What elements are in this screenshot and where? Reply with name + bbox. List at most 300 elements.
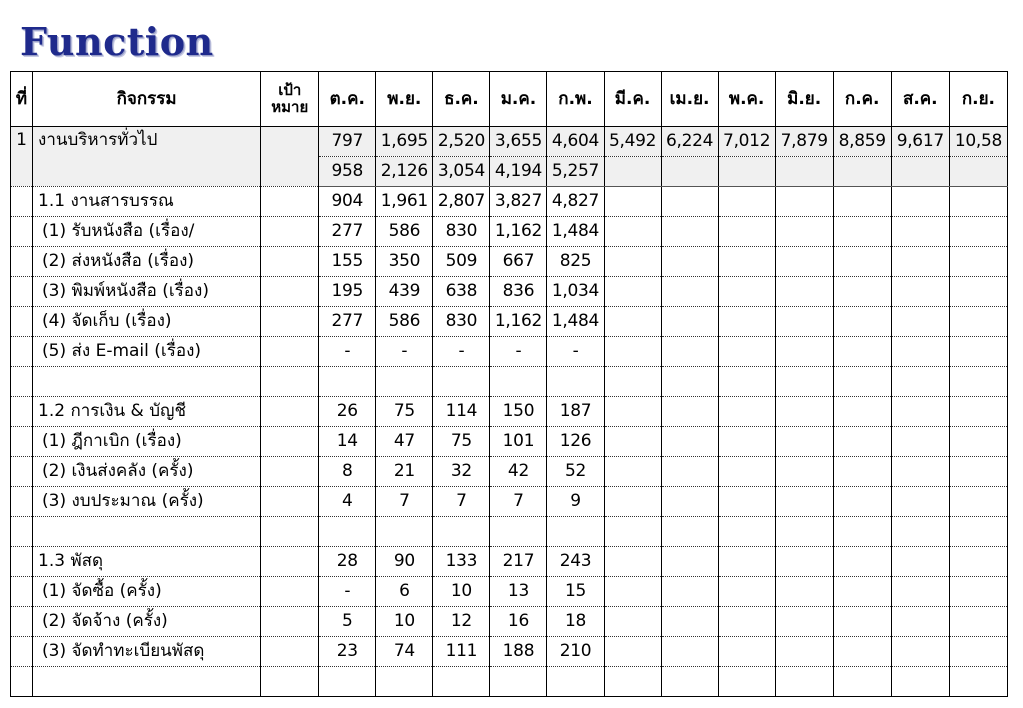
- table-row: [11, 517, 1008, 547]
- month-value-cell: 8: [319, 457, 376, 487]
- month-value-cell: [891, 337, 949, 367]
- month-value-cell: [718, 607, 775, 637]
- target-cell: [261, 547, 319, 577]
- month-value-cell: 9: [547, 487, 604, 517]
- month-value-cell: [718, 577, 775, 607]
- month-value-cell: [547, 367, 604, 397]
- month-value-cell: 277: [319, 307, 376, 337]
- month-value-cell: [949, 517, 1007, 547]
- month-value-cell: 150: [490, 397, 547, 427]
- target-cell: [261, 637, 319, 667]
- month-value-cell: [661, 337, 718, 367]
- month-value-cell: [718, 457, 775, 487]
- month-value-cell: [319, 517, 376, 547]
- month-value-cell: [949, 307, 1007, 337]
- month-value-cell: 23: [319, 637, 376, 667]
- month-value-cell: [891, 367, 949, 397]
- month-value-cell: 277: [319, 217, 376, 247]
- row-number-cell: [11, 667, 33, 697]
- row-number-cell: [11, 367, 33, 397]
- month-value-cell: 52: [547, 457, 604, 487]
- month-value-cell: [718, 487, 775, 517]
- month-value-cell: 133: [433, 547, 490, 577]
- activity-label: (3) จัดทำทะเบียนพัสดุ: [33, 637, 261, 667]
- plan-value-cell: 10,58: [949, 127, 1007, 157]
- month-value-cell: [833, 637, 891, 667]
- activity-label: (2) จัดจ้าง (ครั้ง): [33, 607, 261, 637]
- month-value-cell: [949, 367, 1007, 397]
- month-value-cell: [891, 517, 949, 547]
- table-row: [11, 217, 1008, 247]
- month-value-cell: [891, 307, 949, 337]
- month-value-cell: 18: [547, 607, 604, 637]
- month-value-cell: [718, 427, 775, 457]
- month-value-cell: 2,807: [433, 187, 490, 217]
- month-value-cell: 21: [376, 457, 433, 487]
- month-value-cell: [833, 487, 891, 517]
- month-value-cell: [949, 607, 1007, 637]
- month-value-cell: [604, 277, 661, 307]
- month-value-cell: [775, 667, 833, 697]
- month-value-cell: 42: [490, 457, 547, 487]
- plan-value-cell: 6,224: [661, 127, 718, 157]
- month-value-cell: [490, 667, 547, 697]
- month-value-cell: 904: [319, 187, 376, 217]
- header-month: ก.ย.: [949, 72, 1007, 127]
- actual-value-cell: 2,126: [376, 157, 433, 187]
- plan-value-cell: 1,695: [376, 127, 433, 157]
- row-number-cell: [11, 607, 33, 637]
- month-value-cell: 75: [376, 397, 433, 427]
- activity-label: [33, 667, 261, 697]
- actual-value-cell: 4,194: [490, 157, 547, 187]
- month-value-cell: 26: [319, 397, 376, 427]
- month-value-cell: [718, 307, 775, 337]
- row-number-cell: [11, 577, 33, 607]
- target-cell: [261, 457, 319, 487]
- month-value-cell: [775, 607, 833, 637]
- header-activity: กิจกรรม: [33, 72, 261, 127]
- month-value-cell: [661, 487, 718, 517]
- month-value-cell: 4,827: [547, 187, 604, 217]
- table-row: [11, 307, 1008, 337]
- month-value-cell: [376, 667, 433, 697]
- month-value-cell: [604, 547, 661, 577]
- month-value-cell: 1,162: [490, 307, 547, 337]
- month-value-cell: [775, 517, 833, 547]
- section-label: งานบริหารทั่วไป: [33, 127, 261, 187]
- activity-label: [33, 517, 261, 547]
- month-value-cell: [833, 337, 891, 367]
- month-value-cell: 1,162: [490, 217, 547, 247]
- month-value-cell: [661, 667, 718, 697]
- month-value-cell: [661, 367, 718, 397]
- month-value-cell: [891, 637, 949, 667]
- table-row: [11, 277, 1008, 307]
- month-value-cell: [891, 547, 949, 577]
- month-value-cell: 7: [376, 487, 433, 517]
- month-value-cell: 1,034: [547, 277, 604, 307]
- month-value-cell: [833, 517, 891, 547]
- row-number-cell: [11, 547, 33, 577]
- month-value-cell: 4: [319, 487, 376, 517]
- target-cell: [261, 307, 319, 337]
- month-value-cell: [718, 367, 775, 397]
- month-value-cell: [718, 337, 775, 367]
- month-value-cell: [949, 667, 1007, 697]
- month-value-cell: 13: [490, 577, 547, 607]
- activity-label: (3) งบประมาณ (ครั้ง): [33, 487, 261, 517]
- activity-label: 1.2 การเงิน & บัญชี: [33, 397, 261, 427]
- row-number-cell: [11, 187, 33, 217]
- month-value-cell: 74: [376, 637, 433, 667]
- month-value-cell: 195: [319, 277, 376, 307]
- target-cell: [261, 337, 319, 367]
- month-value-cell: -: [376, 337, 433, 367]
- month-value-cell: [433, 367, 490, 397]
- month-value-cell: 101: [490, 427, 547, 457]
- month-value-cell: 243: [547, 547, 604, 577]
- table-row: [11, 637, 1008, 667]
- actual-value-cell: [604, 157, 661, 187]
- month-value-cell: 16: [490, 607, 547, 637]
- month-value-cell: 1,961: [376, 187, 433, 217]
- month-value-cell: [775, 247, 833, 277]
- month-value-cell: 586: [376, 217, 433, 247]
- month-value-cell: [949, 637, 1007, 667]
- header-month: ม.ค.: [490, 72, 547, 127]
- activity-label: [33, 367, 261, 397]
- month-value-cell: [604, 367, 661, 397]
- activity-label: (5) ส่ง E-mail (เรื่อง): [33, 337, 261, 367]
- month-value-cell: [891, 607, 949, 637]
- month-value-cell: 667: [490, 247, 547, 277]
- target-cell: [261, 217, 319, 247]
- month-value-cell: 3,827: [490, 187, 547, 217]
- header-no: ที่: [11, 72, 33, 127]
- row-number-cell: [11, 397, 33, 427]
- month-value-cell: [891, 247, 949, 277]
- month-value-cell: [891, 397, 949, 427]
- activity-label: 1.1 งานสารบรรณ: [33, 187, 261, 217]
- month-value-cell: [833, 427, 891, 457]
- month-value-cell: 210: [547, 637, 604, 667]
- month-value-cell: [376, 367, 433, 397]
- month-value-cell: [891, 217, 949, 247]
- target-cell: [261, 397, 319, 427]
- month-value-cell: 32: [433, 457, 490, 487]
- month-value-cell: [949, 337, 1007, 367]
- target-cell: [261, 427, 319, 457]
- month-value-cell: [604, 607, 661, 637]
- month-value-cell: [718, 277, 775, 307]
- table-row: [11, 337, 1008, 367]
- month-value-cell: [604, 187, 661, 217]
- activity-label: (1) ฎีกาเบิก (เรื่อง): [33, 427, 261, 457]
- month-value-cell: 114: [433, 397, 490, 427]
- activity-label: (2) ส่งหนังสือ (เรื่อง): [33, 247, 261, 277]
- month-value-cell: [775, 187, 833, 217]
- plan-value-cell: 5,492: [604, 127, 661, 157]
- month-value-cell: [661, 517, 718, 547]
- table-row: [11, 397, 1008, 427]
- month-value-cell: 15: [547, 577, 604, 607]
- actual-value-cell: [661, 157, 718, 187]
- month-value-cell: 14: [319, 427, 376, 457]
- month-value-cell: [319, 667, 376, 697]
- table-row: [11, 187, 1008, 217]
- month-value-cell: [949, 247, 1007, 277]
- month-value-cell: [891, 457, 949, 487]
- month-value-cell: [775, 457, 833, 487]
- month-value-cell: [949, 277, 1007, 307]
- actual-value-cell: [775, 157, 833, 187]
- row-number-cell: [11, 427, 33, 457]
- row-number-cell: [11, 307, 33, 337]
- month-value-cell: 836: [490, 277, 547, 307]
- month-value-cell: [433, 667, 490, 697]
- table-row: [11, 547, 1008, 577]
- month-value-cell: [718, 247, 775, 277]
- month-value-cell: [833, 607, 891, 637]
- month-value-cell: [661, 277, 718, 307]
- activity-label: (4) จัดเก็บ (เรื่อง): [33, 307, 261, 337]
- month-value-cell: 586: [376, 307, 433, 337]
- month-value-cell: [775, 427, 833, 457]
- table-row: [11, 487, 1008, 517]
- activity-label: (2) เงินส่งคลัง (ครั้ง): [33, 457, 261, 487]
- table-row: [11, 457, 1008, 487]
- month-value-cell: [604, 337, 661, 367]
- header-month: พ.ย.: [376, 72, 433, 127]
- target-cell: [261, 367, 319, 397]
- plan-value-cell: 9,617: [891, 127, 949, 157]
- month-value-cell: 217: [490, 547, 547, 577]
- month-value-cell: [661, 607, 718, 637]
- row-number-cell: [11, 217, 33, 247]
- month-value-cell: [949, 397, 1007, 427]
- month-value-cell: [775, 307, 833, 337]
- month-value-cell: [490, 367, 547, 397]
- month-value-cell: [547, 517, 604, 547]
- target-cell: [261, 187, 319, 217]
- month-value-cell: 1,484: [547, 217, 604, 247]
- month-value-cell: [661, 547, 718, 577]
- month-value-cell: [604, 637, 661, 667]
- month-value-cell: [718, 217, 775, 247]
- target-cell: [261, 127, 319, 187]
- month-value-cell: [604, 307, 661, 337]
- month-value-cell: 825: [547, 247, 604, 277]
- table-row: [11, 577, 1008, 607]
- plan-value-cell: 7,879: [775, 127, 833, 157]
- month-value-cell: [604, 217, 661, 247]
- actual-value-cell: [949, 157, 1007, 187]
- month-value-cell: [949, 427, 1007, 457]
- actual-value-cell: [891, 157, 949, 187]
- month-value-cell: 509: [433, 247, 490, 277]
- header-month: พ.ค.: [718, 72, 775, 127]
- month-value-cell: [833, 547, 891, 577]
- row-number-cell: [11, 457, 33, 487]
- month-value-cell: [833, 217, 891, 247]
- month-value-cell: [775, 547, 833, 577]
- target-cell: [261, 487, 319, 517]
- month-value-cell: [833, 577, 891, 607]
- month-value-cell: [661, 307, 718, 337]
- month-value-cell: [775, 487, 833, 517]
- month-value-cell: 28: [319, 547, 376, 577]
- row-number-cell: [11, 337, 33, 367]
- month-value-cell: [775, 577, 833, 607]
- month-value-cell: [604, 487, 661, 517]
- month-value-cell: [833, 247, 891, 277]
- month-value-cell: [718, 547, 775, 577]
- table-row: [11, 367, 1008, 397]
- month-value-cell: 7: [490, 487, 547, 517]
- header-month: มิ.ย.: [775, 72, 833, 127]
- table-row: [11, 427, 1008, 457]
- header-month: ก.ค.: [833, 72, 891, 127]
- table-row: [11, 607, 1008, 637]
- month-value-cell: [604, 517, 661, 547]
- month-value-cell: [775, 217, 833, 247]
- month-value-cell: 187: [547, 397, 604, 427]
- row-number-cell: [11, 247, 33, 277]
- month-value-cell: [661, 577, 718, 607]
- table-row: [11, 247, 1008, 277]
- month-value-cell: 12: [433, 607, 490, 637]
- actual-value-cell: 958: [319, 157, 376, 187]
- month-value-cell: 10: [433, 577, 490, 607]
- month-value-cell: [718, 187, 775, 217]
- target-cell: [261, 577, 319, 607]
- header-month: มี.ค.: [604, 72, 661, 127]
- month-value-cell: [833, 277, 891, 307]
- activity-table: [10, 71, 1008, 697]
- plan-value-cell: 8,859: [833, 127, 891, 157]
- row-number-cell: [11, 637, 33, 667]
- header-row: [11, 72, 1008, 127]
- row-number-cell: [11, 517, 33, 547]
- month-value-cell: [949, 547, 1007, 577]
- actual-value-cell: [833, 157, 891, 187]
- month-value-cell: [775, 637, 833, 667]
- target-cell: [261, 517, 319, 547]
- month-value-cell: [661, 217, 718, 247]
- month-value-cell: -: [433, 337, 490, 367]
- month-value-cell: [891, 487, 949, 517]
- month-value-cell: 111: [433, 637, 490, 667]
- month-value-cell: [718, 667, 775, 697]
- month-value-cell: 830: [433, 217, 490, 247]
- month-value-cell: -: [319, 337, 376, 367]
- month-value-cell: [604, 577, 661, 607]
- month-value-cell: 830: [433, 307, 490, 337]
- month-value-cell: [775, 337, 833, 367]
- month-value-cell: [661, 187, 718, 217]
- month-value-cell: [891, 187, 949, 217]
- month-value-cell: [718, 517, 775, 547]
- month-value-cell: 155: [319, 247, 376, 277]
- month-value-cell: [833, 307, 891, 337]
- month-value-cell: [775, 397, 833, 427]
- month-value-cell: [949, 217, 1007, 247]
- header-month: ก.พ.: [547, 72, 604, 127]
- month-value-cell: 126: [547, 427, 604, 457]
- month-value-cell: [661, 427, 718, 457]
- month-value-cell: [547, 667, 604, 697]
- month-value-cell: [891, 667, 949, 697]
- section-number: 1: [11, 127, 33, 187]
- month-value-cell: 75: [433, 427, 490, 457]
- month-value-cell: [949, 457, 1007, 487]
- month-value-cell: 47: [376, 427, 433, 457]
- month-value-cell: [833, 667, 891, 697]
- month-value-cell: [833, 457, 891, 487]
- month-value-cell: [604, 247, 661, 277]
- month-value-cell: [949, 487, 1007, 517]
- section-1-plan-row: [11, 127, 1008, 157]
- month-value-cell: [490, 517, 547, 547]
- activity-label: 1.3 พัสดุ: [33, 547, 261, 577]
- actual-value-cell: 3,054: [433, 157, 490, 187]
- month-value-cell: [891, 427, 949, 457]
- month-value-cell: [891, 577, 949, 607]
- month-value-cell: 10: [376, 607, 433, 637]
- month-value-cell: [319, 367, 376, 397]
- month-value-cell: [949, 187, 1007, 217]
- plan-value-cell: 4,604: [547, 127, 604, 157]
- month-value-cell: [833, 397, 891, 427]
- month-value-cell: -: [319, 577, 376, 607]
- month-value-cell: -: [490, 337, 547, 367]
- month-value-cell: 350: [376, 247, 433, 277]
- month-value-cell: [661, 637, 718, 667]
- plan-value-cell: 7,012: [718, 127, 775, 157]
- month-value-cell: [775, 277, 833, 307]
- month-value-cell: 90: [376, 547, 433, 577]
- month-value-cell: 6: [376, 577, 433, 607]
- target-cell: [261, 247, 319, 277]
- month-value-cell: [949, 577, 1007, 607]
- month-value-cell: [661, 397, 718, 427]
- month-value-cell: [661, 247, 718, 277]
- month-value-cell: 1,484: [547, 307, 604, 337]
- activity-label: (3) พิมพ์หนังสือ (เรื่อง): [33, 277, 261, 307]
- plan-value-cell: 797: [319, 127, 376, 157]
- month-value-cell: [604, 427, 661, 457]
- month-value-cell: 439: [376, 277, 433, 307]
- month-value-cell: 5: [319, 607, 376, 637]
- header-month: ต.ค.: [319, 72, 376, 127]
- activity-label: (1) รับหนังสือ (เรื่อง/: [33, 217, 261, 247]
- activity-label: (1) จัดซื้อ (ครั้ง): [33, 577, 261, 607]
- table-row: [11, 667, 1008, 697]
- month-value-cell: [775, 367, 833, 397]
- page-title: Function: [20, 19, 214, 64]
- actual-value-cell: [718, 157, 775, 187]
- month-value-cell: [891, 277, 949, 307]
- month-value-cell: [833, 367, 891, 397]
- header-month: ส.ค.: [891, 72, 949, 127]
- month-value-cell: [604, 457, 661, 487]
- month-value-cell: [376, 517, 433, 547]
- target-cell: [261, 277, 319, 307]
- month-value-cell: [604, 397, 661, 427]
- target-cell: [261, 667, 319, 697]
- month-value-cell: [433, 517, 490, 547]
